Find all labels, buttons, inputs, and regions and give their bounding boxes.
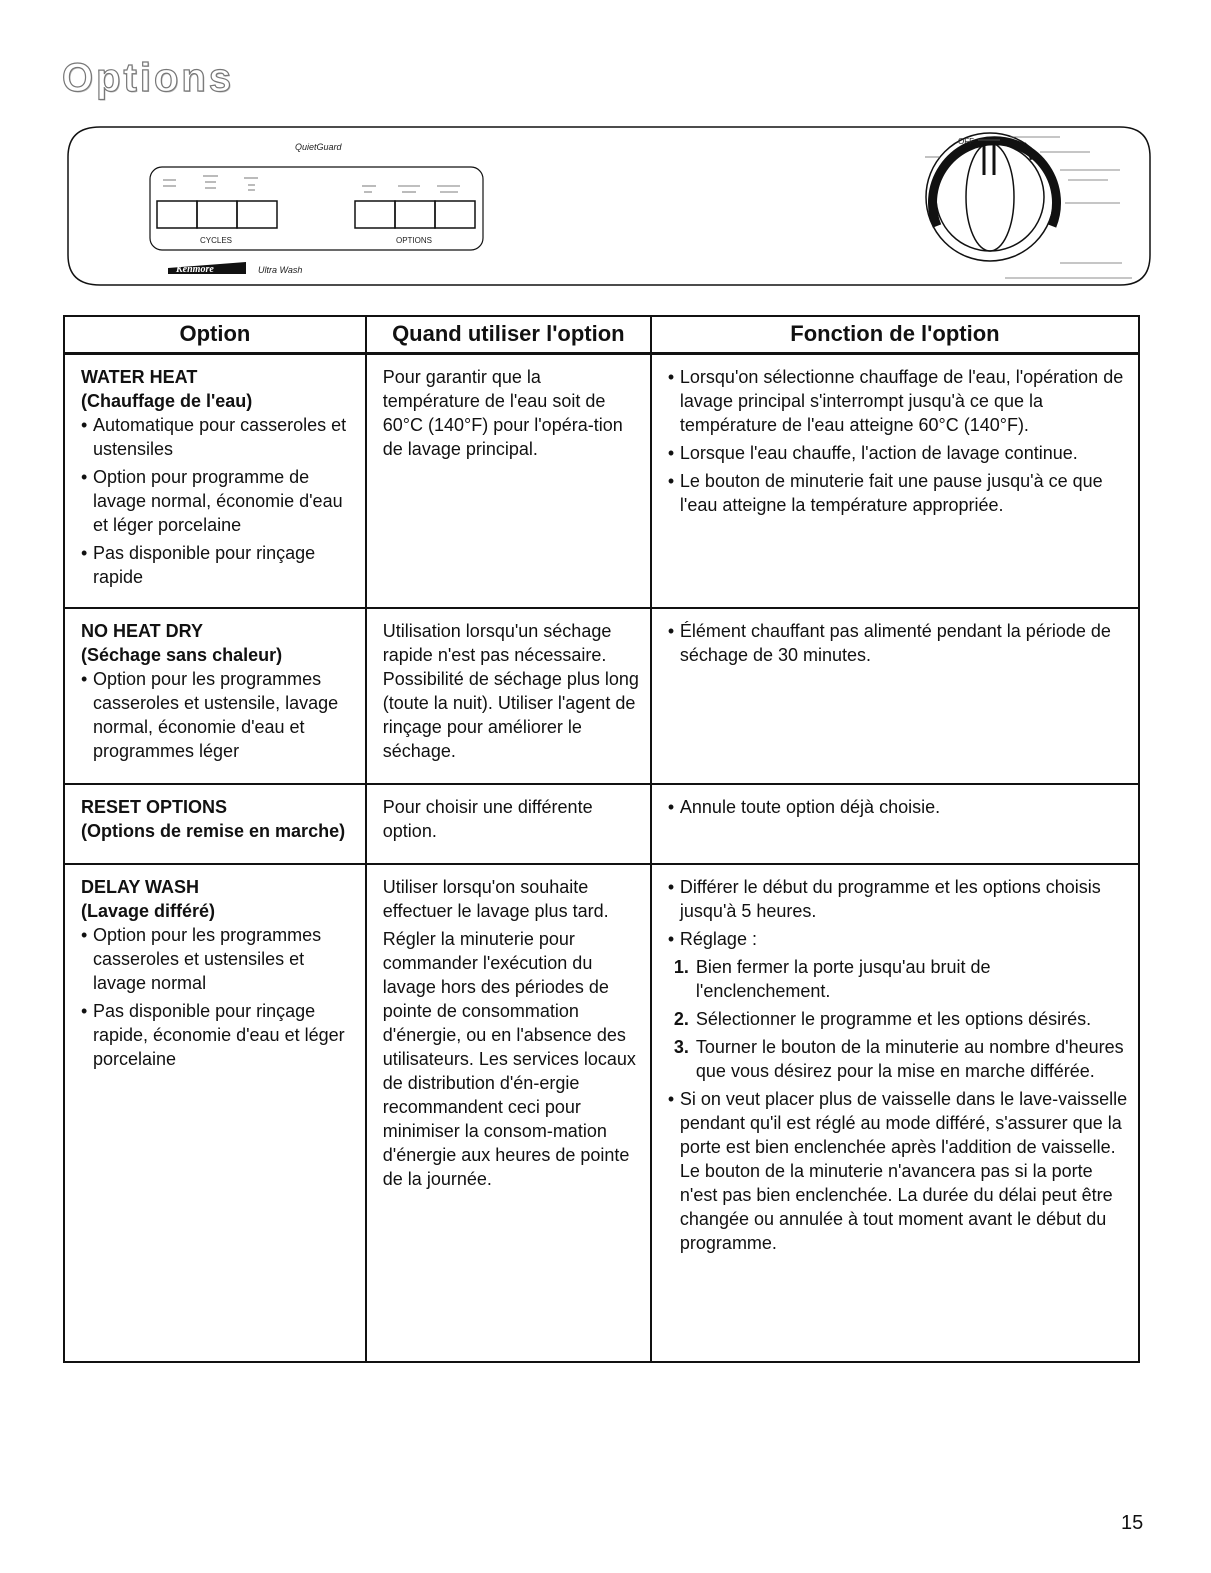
header-function: Fonction de l'option <box>651 316 1139 354</box>
when-text: Pour garantir que la température de l'eau soit de 60°C (140°F) pour l'opéra-tion de lavage principal. <box>382 367 623 459</box>
list-item: • Lorsque l'eau chauffe, l'action de lavage continue. <box>668 441 1128 465</box>
table-row <box>64 864 1139 1362</box>
dial-off-label: OFF <box>958 137 974 146</box>
svg-text:Kenmore: Kenmore <box>176 264 214 275</box>
function-cell <box>651 354 1139 609</box>
cycle-button-3 <box>237 201 277 228</box>
when-cell <box>366 864 651 1362</box>
option-name: RESET OPTIONS <box>81 797 228 817</box>
option-button-1 <box>355 201 395 228</box>
list-item: • Annule toute option déjà choisie. <box>668 795 1128 819</box>
function-cell <box>651 608 1139 784</box>
cycle-button-1 <box>157 201 197 228</box>
list-item: • Réglage : <box>668 927 1128 951</box>
when-text: Utilisation lorsqu'un séchage rapide n'est pas nécessaire. Possibilité de séchage plus long (toute la nuit). Utiliser l'agent de rinçage pour améliorer le séchage. <box>382 621 639 761</box>
cycle-button-2 <box>197 201 237 228</box>
list-item: • Automatique pour casseroles et ustensiles <box>81 413 355 461</box>
step-item: 1. Bien fermer la porte jusqu'au bruit de l'enclenchement. <box>673 957 991 1001</box>
options-table <box>63 315 1140 1363</box>
list-item: • Option pour programme de lavage normal, économie d'eau et léger porcelaine <box>81 465 355 537</box>
when-text: Régler la minuterie pour commander l'exécution du lavage hors des périodes de pointe de consommation d'énergie, ou en l'absence des utilisateurs. Les services locaux de distribution d'én-ergie recommandent ceci pour minimiser la consom-mation d'énergie aux heures de pointe de la journée. <box>382 929 636 1189</box>
header-when: Quand utiliser l'option <box>366 316 651 354</box>
product-name: Ultra Wash <box>258 265 303 275</box>
list-item: • Pas disponible pour rinçage rapide, économie d'eau et léger porcelaine <box>81 999 355 1071</box>
list-item: • Élément chauffant pas alimenté pendant la période de séchage de 30 minutes. <box>668 619 1128 667</box>
list-item: • Option pour les programmes casseroles et ustensile, lavage normal, économie d'eau et programmes léger <box>81 667 355 763</box>
list-item: • Différer le début du programme et les options choisis jusqu'à 5 heures. <box>668 875 1128 923</box>
option-subtitle: (Chauffage de l'eau) <box>81 391 253 411</box>
option-cell <box>64 608 366 784</box>
control-panel-illustration <box>0 0 1211 300</box>
option-subtitle: (Lavage différé) <box>81 901 216 921</box>
when-text: Pour choisir une différente option. <box>382 797 593 841</box>
option-name: NO HEAT DRY <box>81 621 204 641</box>
control-panel-drawing <box>0 0 1211 300</box>
when-text: Utiliser lorsqu'on souhaite effectuer le lavage plus tard. <box>382 877 609 921</box>
option-cell <box>64 354 366 609</box>
cycle-buttons <box>157 201 277 228</box>
list-item: • Option pour les programmes casseroles et ustensiles et lavage normal <box>81 923 355 995</box>
cycles-label: CYCLES <box>200 236 233 245</box>
steps-list <box>668 955 1128 1083</box>
option-button-3 <box>435 201 475 228</box>
when-cell <box>366 354 651 609</box>
step-item: 2. Sélectionner le programme et les options désirés. <box>673 1009 1092 1029</box>
function-cell <box>651 784 1139 864</box>
option-name: DELAY WASH <box>81 877 200 897</box>
option-subtitle: (Options de remise en marche) <box>81 821 346 841</box>
option-cell <box>64 864 366 1362</box>
options-label: OPTIONS <box>396 236 433 245</box>
timer-dial <box>926 133 1056 261</box>
option-name: WATER HEAT <box>81 367 198 387</box>
table-row <box>64 354 1139 609</box>
option-button-2 <box>395 201 435 228</box>
when-cell <box>366 608 651 784</box>
list-item: • Pas disponible pour rinçage rapide <box>81 541 355 589</box>
function-cell <box>651 864 1139 1362</box>
table-row <box>64 608 1139 784</box>
list-item: • Si on veut placer plus de vaisselle dans le lave-vaisselle pendant qu'il est réglé au mode différé, s'assurer que la porte est bien enclenchée après l'addition de vaisselle. Le bouton de la minuterie n'avancera pas si la porte n'est pas bien enclenchée. La durée du délai peut être changée ou annulée à tout moment avant le début du programme. <box>668 1087 1128 1255</box>
brand-script: QuietGuard <box>295 142 342 152</box>
table-row <box>64 784 1139 864</box>
option-buttons <box>355 201 475 228</box>
page-title: Options <box>62 56 235 100</box>
table-header-row <box>64 316 1139 354</box>
list-item: • Le bouton de minuterie fait une pause jusqu'à ce que l'eau atteigne la température appropriée. <box>668 469 1128 517</box>
when-cell <box>366 784 651 864</box>
option-cell <box>64 784 366 864</box>
page-number: 15 <box>1121 1512 1144 1534</box>
kenmore-logo <box>168 262 246 275</box>
step-item: 3. Tourner le bouton de la minuterie au nombre d'heures que vous désirez pour la mise en marche différée. <box>673 1037 1124 1081</box>
option-subtitle: (Séchage sans chaleur) <box>81 645 283 665</box>
header-option: Option <box>64 316 366 354</box>
list-item: • Lorsqu'on sélectionne chauffage de l'eau, l'opération de lavage principal s'interrompt jusqu'à ce que la température de l'eau atteigne 60°C (140°F). <box>668 365 1128 437</box>
